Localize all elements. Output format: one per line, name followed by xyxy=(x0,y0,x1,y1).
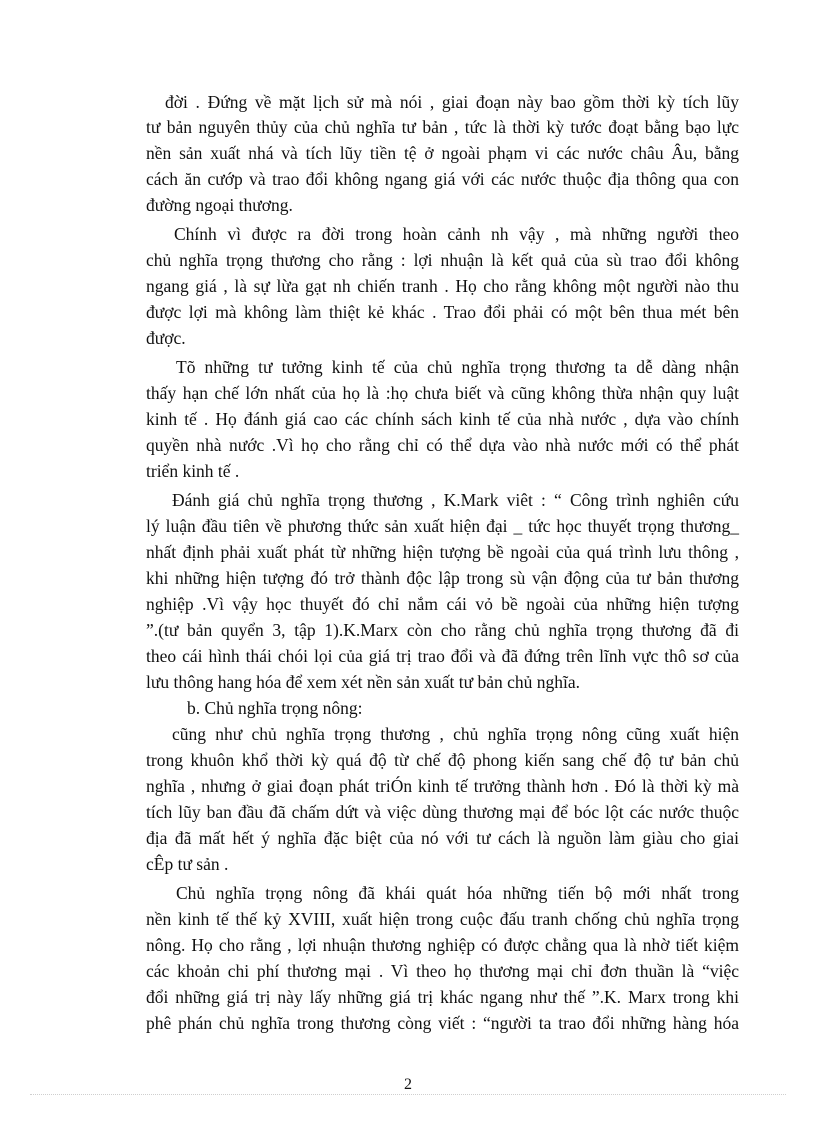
text-line: khi những hiện tượng đó trở thành độc lập trong sù vận động của tư bản thương xyxy=(146,568,739,588)
text-line: Chính vì được ra đời trong hoàn cảnh nh vậy , mà những người theo xyxy=(174,224,739,244)
text-line: ngang giá , là sự lừa gạt nh chiến tranh . Họ cho rằng không một người nào thu xyxy=(146,276,739,296)
text-line: nền sản xuất nhá và tích lũy tiền tệ ở ngoài phạm vi các nước châu Âu, bằng xyxy=(146,143,739,163)
text-line: Tõ những tư tưởng kinh tế của chủ nghĩa trọng thương ta dễ dàng nhận xyxy=(176,357,739,377)
text-line: cÊp tư sản . xyxy=(146,854,229,874)
text-line: nghĩa , nhưng ở giai đoạn phát triÓn kinh tế trưởng thành hơn . Đó là thời kỳ mà xyxy=(146,776,739,796)
text-line: nền kinh tế thế kỷ XVIII, xuất hiện trong cuộc đấu tranh chống chủ nghĩa trọng xyxy=(146,909,739,929)
footer-divider xyxy=(30,1094,786,1095)
text-line: được. xyxy=(146,328,186,348)
text-line: triển kinh tế . xyxy=(146,461,240,481)
text-line: thấy hạn chế lớn nhất của họ là :họ chưa biết và cũng không thừa nhận quy luật xyxy=(146,383,739,403)
text-line: quyền nhà nước .Vì họ cho rằng chỉ có thể dựa vào nhà nước mới có thể phát xyxy=(146,435,739,455)
text-line: ”.(tư bản quyển 3, tập 1).K.Marx còn cho rằng chủ nghĩa trọng thương đã đi xyxy=(146,620,739,640)
text-line: cũng như chủ nghĩa trọng thương , chủ nghĩa trọng nông cũng xuất hiện xyxy=(172,724,739,744)
text-line: đường ngoại thương. xyxy=(146,195,293,215)
text-line: nghiệp .Vì vậy học thuyết đó chỉ nắm cái vỏ bề ngoài của những hiện tượng xyxy=(146,594,739,614)
text-line: đời . Đứng về mặt lịch sử mà nói , giai đoạn này bao gồm thời kỳ tích lũy xyxy=(165,92,739,112)
text-line: địa đã mất hết ý nghĩa đặc biệt của nó với tư cách là nguồn làm giàu cho giai xyxy=(146,828,739,848)
text-line: được lợi mà không làm thiệt kẻ khác . Trao đổi phải có một bên thua mét bên xyxy=(146,302,739,322)
text-line: chủ nghĩa trọng thương cho rằng : lợi nhuận là kết quả của sù trao đổi không xyxy=(146,250,739,270)
text-line: cách ăn cướp và trao đổi không ngang giá với các nước thuộc địa thông qua con xyxy=(146,169,739,189)
text-line: trong khuôn khổ thời kỳ quá độ từ chế độ phong kiến sang chế độ tư bản chủ xyxy=(146,750,739,770)
text-line: nông. Họ cho rằng , lợi nhuận thương nghiệp có được chẳng qua là nhờ tiết kiệm xyxy=(146,935,739,955)
text-line: đổi những giá trị này lấy những giá trị khác ngang như thế ”.K. Marx trong khi xyxy=(146,987,739,1007)
text-line: các khoản chi phí thương mại . Vì theo họ thương mại chỉ đơn thuần là “việc xyxy=(146,961,739,981)
page-number: 2 xyxy=(404,1076,412,1093)
text-line: Đánh giá chủ nghĩa trọng thương , K.Mark viêt : “ Công trình nghiên cứu xyxy=(172,490,739,510)
text-line: lưu thông hang hóa để xem xét nền sản xuất tư bản chủ nghĩa. xyxy=(146,672,581,692)
text-line: Chủ nghĩa trọng nông đã khái quát hóa những tiến bộ mới nhất trong xyxy=(176,883,739,903)
text-line: b. Chủ nghĩa trọng nông: xyxy=(187,698,363,718)
text-line: phê phán chủ nghĩa trong thương còng viết : “người ta trao đổi những hàng hóa xyxy=(146,1013,739,1033)
text-line: nhất định phải xuất phát từ những hiện tượng bề ngoài của quá trình lưu thông , xyxy=(146,542,739,562)
text-line: tích lũy ban đầu đã chấm dứt và việc dùng thương mại để bóc lột các nước thuộc xyxy=(146,802,739,822)
text-line: kinh tế . Họ đánh giá cao các chính sách kinh tế của nhà nước , dựa vào chính xyxy=(146,409,739,429)
text-line: lý luận đầu tiên về phương thức sản xuất hiện đại _ tức học thuyết trọng thương_ xyxy=(146,516,739,536)
text-line: tư bản nguyên thủy của chủ nghĩa tư bản , tức là thời kỳ tước đoạt bằng bạo lực xyxy=(146,117,739,137)
text-line: theo cái hình thái chói lọi của giá trị trao đổi và đã đứng trên lĩnh vực thô sơ của xyxy=(146,646,739,666)
